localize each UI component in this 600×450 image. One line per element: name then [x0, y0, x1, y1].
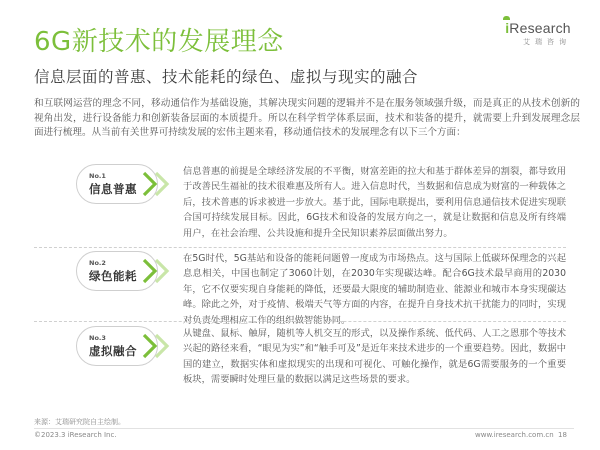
chevron-right-icon	[154, 171, 170, 197]
divider	[34, 247, 566, 248]
website-link[interactable]: www.iresearch.com.cn	[475, 431, 554, 439]
logo-i: i	[505, 20, 509, 36]
logo-tagline: 艾瑞咨询	[523, 38, 571, 46]
badge-label: 虚拟融合	[89, 344, 137, 358]
badge-label: 绿色能耗	[89, 269, 137, 283]
chevron-right-icon	[154, 333, 170, 359]
badge-label: 信息普惠	[89, 182, 137, 196]
iresearch-logo	[498, 20, 578, 60]
source-note: 来源：艾瑞研究院自主绘制。	[34, 418, 125, 426]
chevron-right-icon	[154, 258, 170, 284]
item-badge-3	[76, 326, 176, 366]
intro-paragraph: 和互联网运营的理念不同，移动通信作为基础设施，其解决现实问题的逻辑并不是在服务领域强升级，而是真正的从技术创新的视角出发，进行设备能力和创新装备层面的本质提升。所以在科学哲学体系层面，技术和装备的提升，就需要上升到发展理念层面进行梳理。从当前有关世界可持续发展的宏伟主题来看，移动通信技术的发展理念有以下三个方面：	[34, 98, 580, 139]
item-badge-2	[76, 251, 176, 291]
item-badge-1	[76, 164, 176, 204]
page-number: 18	[558, 431, 567, 439]
page-title: 6G新技术的发展理念	[34, 27, 284, 57]
item-text-3: 从键盘、鼠标、触屏，随机等人机交互的形式，以及操作系统、低代码、人工之恩那个等技术兴起的路径来看，“眼见为实”和“触手可及”是近年来技术进步的一个重要趋势。因此，数据中国的建立，数据实体和虚拟现实的出现和可视化、可触化操作，就是6G需要服务的一个重要板块，需要瞬时处理巨量的数据以满足这些场景的要求。	[183, 328, 566, 386]
logo-wordmark: Research	[509, 20, 571, 36]
divider	[34, 321, 566, 322]
badge-number: No.2	[89, 259, 106, 267]
item-text-1: 信息普惠的前提是全球经济发展的不平衡，财富差距的拉大和基于群体差异的割裂，都导致用于改善民生福祉的技术很难惠及所有人。进入信息时代，当数据和信息成为财富的一种载体之后，技术普惠的诉求被进一步放大。基于此，国际电联提出，要利用信息通信技术促进实现联合国可持续发展目标。因此，6G技术和设备的发展方向之一，就是让数据和信息及所有终端用户，在社会治理、公共设施和提升全民知识素养层面做出努力。	[183, 166, 566, 239]
footer-divider	[34, 428, 574, 429]
copyright: ©2023.3 iResearch Inc.	[34, 431, 117, 439]
item-text-2: 在5G时代，5G基站和设备的能耗问题曾一度成为市场热点。这与国际上低碳环保理念的兴起息息相关，中国也制定了3060计划，在2030年实现碳达峰。配合6G技术最早商用的2030年，它不仅要实现自身能耗的降低，还要最大限度的辅助制造业、能源业和城市本身实现碳达峰。除此之外，对于疫情、极端天气等方面的内容，在提升自身技术抗干扰能力的同时，实现对负责处理相应工作的组织做智能协同。	[183, 253, 566, 326]
badge-number: No.3	[89, 334, 106, 342]
page-subtitle: 信息层面的普惠、技术能耗的绿色、虚拟与现实的融合	[34, 68, 419, 86]
badge-number: No.1	[89, 172, 106, 180]
